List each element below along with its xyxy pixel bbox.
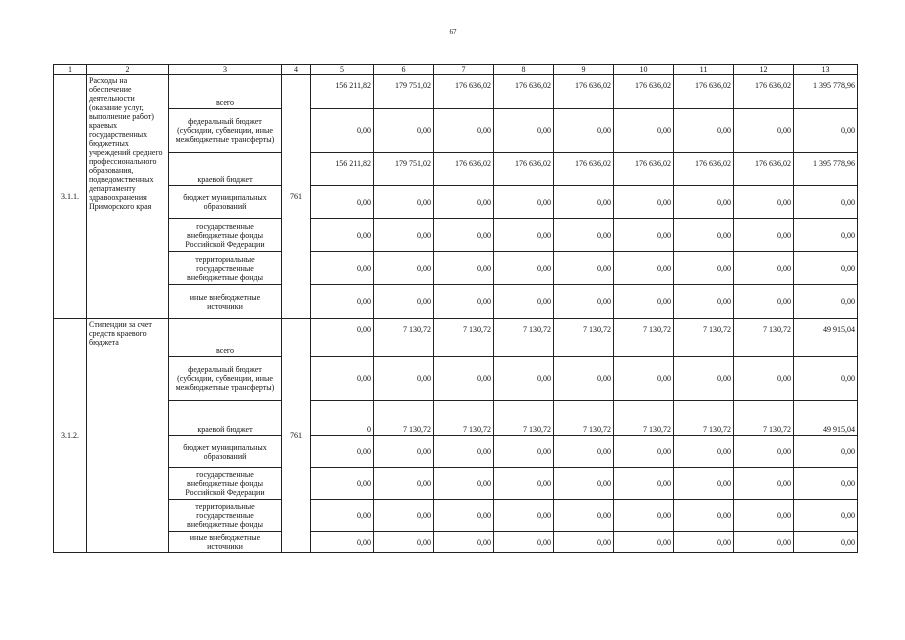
value-cell: 0,00 (434, 500, 494, 532)
value-cell: 0,00 (374, 500, 434, 532)
value-cell: 176 636,02 (554, 75, 614, 109)
header-cell: 9 (554, 65, 614, 75)
grbs-code: 761 (282, 75, 311, 319)
value-cell: 0,00 (494, 186, 554, 219)
value-cell: 0,00 (311, 252, 374, 285)
funding-source: иные внебюджетные источники (169, 285, 282, 319)
value-cell: 0,00 (614, 252, 674, 285)
value-cell: 0 (311, 401, 374, 436)
value-cell: 0,00 (494, 285, 554, 319)
value-cell: 0,00 (311, 532, 374, 553)
table-row (54, 285, 858, 319)
value-cell: 0,00 (554, 109, 614, 153)
value-cell: 7 130,72 (434, 319, 494, 357)
value-cell: 1 395 778,96 (794, 75, 858, 109)
header-cell: 4 (282, 65, 311, 75)
value-cell: 0,00 (734, 436, 794, 468)
header-row (54, 65, 858, 75)
header-cell: 10 (614, 65, 674, 75)
value-cell: 0,00 (614, 357, 674, 401)
value-cell: 0,00 (674, 186, 734, 219)
value-cell: 7 130,72 (494, 401, 554, 436)
funding-source: федеральный бюджет (субсидии, субвенции, иные межбюджетные трансферты) (169, 357, 282, 401)
value-cell: 7 130,72 (614, 319, 674, 357)
table-row (54, 186, 858, 219)
value-cell: 176 636,02 (674, 75, 734, 109)
value-cell: 0,00 (674, 357, 734, 401)
value-cell: 156 211,82 (311, 153, 374, 186)
value-cell: 0,00 (554, 500, 614, 532)
value-cell: 0,00 (434, 436, 494, 468)
header-cell: 6 (374, 65, 434, 75)
header-cell: 8 (494, 65, 554, 75)
value-cell: 7 130,72 (434, 401, 494, 436)
budget-table (53, 64, 858, 553)
value-cell: 0,00 (374, 252, 434, 285)
value-cell: 0,00 (494, 500, 554, 532)
value-cell: 156 211,82 (311, 75, 374, 109)
value-cell: 0,00 (734, 186, 794, 219)
value-cell: 0,00 (794, 436, 858, 468)
value-cell: 0,00 (311, 468, 374, 500)
value-cell: 0,00 (374, 219, 434, 252)
value-cell: 0,00 (374, 468, 434, 500)
table-row (54, 468, 858, 500)
value-cell: 0,00 (311, 186, 374, 219)
value-cell: 7 130,72 (674, 401, 734, 436)
value-cell: 0,00 (374, 285, 434, 319)
value-cell: 0,00 (434, 468, 494, 500)
table-row (54, 109, 858, 153)
value-cell: 0,00 (374, 357, 434, 401)
value-cell: 0,00 (674, 109, 734, 153)
table-row (54, 75, 858, 109)
value-cell: 0,00 (794, 109, 858, 153)
value-cell: 0,00 (614, 436, 674, 468)
value-cell: 0,00 (311, 219, 374, 252)
value-cell: 0,00 (554, 219, 614, 252)
value-cell: 176 636,02 (614, 153, 674, 186)
value-cell: 49 915,04 (794, 319, 858, 357)
value-cell: 0,00 (554, 252, 614, 285)
value-cell: 0,00 (674, 285, 734, 319)
value-cell: 0,00 (311, 436, 374, 468)
value-cell: 0,00 (674, 500, 734, 532)
value-cell: 7 130,72 (374, 401, 434, 436)
value-cell: 179 751,02 (374, 153, 434, 186)
value-cell: 0,00 (554, 285, 614, 319)
value-cell: 0,00 (494, 436, 554, 468)
value-cell: 0,00 (434, 252, 494, 285)
value-cell: 0,00 (674, 436, 734, 468)
value-cell: 0,00 (794, 357, 858, 401)
value-cell: 49 915,04 (794, 401, 858, 436)
value-cell: 0,00 (734, 532, 794, 553)
value-cell: 176 636,02 (554, 153, 614, 186)
value-cell: 0,00 (374, 109, 434, 153)
value-cell: 0,00 (794, 500, 858, 532)
value-cell: 0,00 (614, 109, 674, 153)
value-cell: 0,00 (794, 532, 858, 553)
funding-source: всего (169, 75, 282, 109)
value-cell: 0,00 (614, 285, 674, 319)
value-cell: 176 636,02 (434, 75, 494, 109)
value-cell: 0,00 (794, 219, 858, 252)
item-code: 3.1.1. (54, 75, 87, 319)
value-cell: 0,00 (554, 357, 614, 401)
header-cell: 13 (794, 65, 858, 75)
value-cell: 0,00 (494, 468, 554, 500)
value-cell: 0,00 (614, 186, 674, 219)
value-cell: 0,00 (734, 468, 794, 500)
value-cell: 0,00 (794, 186, 858, 219)
item-description: Стипендии за счет средств краевого бюджета (87, 319, 169, 553)
funding-source: федеральный бюджет (субсидии, субвенции, иные межбюджетные трансферты) (169, 109, 282, 153)
value-cell: 176 636,02 (734, 153, 794, 186)
table-row (54, 401, 858, 436)
value-cell: 0,00 (614, 532, 674, 553)
value-cell: 0,00 (434, 219, 494, 252)
value-cell: 0,00 (734, 357, 794, 401)
funding-source: всего (169, 319, 282, 357)
value-cell: 176 636,02 (734, 75, 794, 109)
header-cell: 3 (169, 65, 282, 75)
grbs-code: 761 (282, 319, 311, 553)
value-cell: 0,00 (734, 252, 794, 285)
funding-source: краевой бюджет (169, 153, 282, 186)
funding-source: бюджет муниципальных образований (169, 436, 282, 468)
value-cell: 7 130,72 (734, 319, 794, 357)
value-cell: 0,00 (614, 219, 674, 252)
value-cell: 7 130,72 (674, 319, 734, 357)
header-cell: 11 (674, 65, 734, 75)
value-cell: 0,00 (374, 532, 434, 553)
table-row (54, 532, 858, 553)
table-row (54, 357, 858, 401)
value-cell: 7 130,72 (554, 401, 614, 436)
value-cell: 179 751,02 (374, 75, 434, 109)
value-cell: 0,00 (614, 500, 674, 532)
value-cell: 0,00 (434, 357, 494, 401)
value-cell: 176 636,02 (674, 153, 734, 186)
table-row (54, 219, 858, 252)
value-cell: 0,00 (311, 500, 374, 532)
value-cell: 0,00 (614, 468, 674, 500)
value-cell: 0,00 (734, 219, 794, 252)
page-number: 67 (449, 28, 457, 36)
value-cell: 0,00 (794, 285, 858, 319)
value-cell: 0,00 (794, 468, 858, 500)
value-cell: 0,00 (674, 252, 734, 285)
funding-source: государственные внебюджетные фонды Российской Федерации (169, 468, 282, 500)
funding-source: бюджет муниципальных образований (169, 186, 282, 219)
funding-source: иные внебюджетные источники (169, 532, 282, 553)
value-cell: 0,00 (674, 219, 734, 252)
value-cell: 0,00 (434, 186, 494, 219)
funding-source: территориальные государственные внебюджетные фонды (169, 500, 282, 532)
funding-source: территориальные государственные внебюджетные фонды (169, 252, 282, 285)
value-cell: 0,00 (554, 186, 614, 219)
table-row (54, 436, 858, 468)
value-cell: 176 636,02 (434, 153, 494, 186)
table-row (54, 319, 858, 357)
value-cell: 0,00 (311, 319, 374, 357)
value-cell: 0,00 (374, 436, 434, 468)
value-cell: 0,00 (494, 252, 554, 285)
value-cell: 0,00 (734, 285, 794, 319)
item-description: Расходы на обеспечение деятельности (оказание услуг, выполнение работ) краевых государственных бюджетных учреждений среднего профессионального образования, подведомственных департаменту здравоохранения Приморского края (87, 75, 169, 319)
header-cell: 12 (734, 65, 794, 75)
value-cell: 0,00 (674, 532, 734, 553)
value-cell: 0,00 (494, 357, 554, 401)
value-cell: 0,00 (674, 468, 734, 500)
header-cell: 2 (87, 65, 169, 75)
value-cell: 7 130,72 (614, 401, 674, 436)
table-row (54, 500, 858, 532)
value-cell: 0,00 (494, 219, 554, 252)
item-code: 3.1.2. (54, 319, 87, 553)
table-row (54, 153, 858, 186)
value-cell: 176 636,02 (614, 75, 674, 109)
value-cell: 0,00 (434, 109, 494, 153)
header-cell: 5 (311, 65, 374, 75)
value-cell: 0,00 (494, 532, 554, 553)
table-row (54, 252, 858, 285)
value-cell: 7 130,72 (494, 319, 554, 357)
value-cell: 0,00 (734, 109, 794, 153)
value-cell: 0,00 (794, 252, 858, 285)
value-cell: 7 130,72 (374, 319, 434, 357)
value-cell: 7 130,72 (554, 319, 614, 357)
value-cell: 7 130,72 (734, 401, 794, 436)
value-cell: 0,00 (434, 285, 494, 319)
value-cell: 0,00 (311, 285, 374, 319)
value-cell: 0,00 (374, 186, 434, 219)
funding-source: краевой бюджет (169, 401, 282, 436)
value-cell: 1 395 778,96 (794, 153, 858, 186)
header-cell: 7 (434, 65, 494, 75)
value-cell: 0,00 (494, 109, 554, 153)
value-cell: 0,00 (434, 532, 494, 553)
value-cell: 0,00 (554, 436, 614, 468)
value-cell: 0,00 (554, 468, 614, 500)
value-cell: 176 636,02 (494, 153, 554, 186)
value-cell: 0,00 (734, 500, 794, 532)
funding-source: государственные внебюджетные фонды Российской Федерации (169, 219, 282, 252)
value-cell: 176 636,02 (494, 75, 554, 109)
value-cell: 0,00 (311, 357, 374, 401)
value-cell: 0,00 (554, 532, 614, 553)
value-cell: 0,00 (311, 109, 374, 153)
header-cell: 1 (54, 65, 87, 75)
